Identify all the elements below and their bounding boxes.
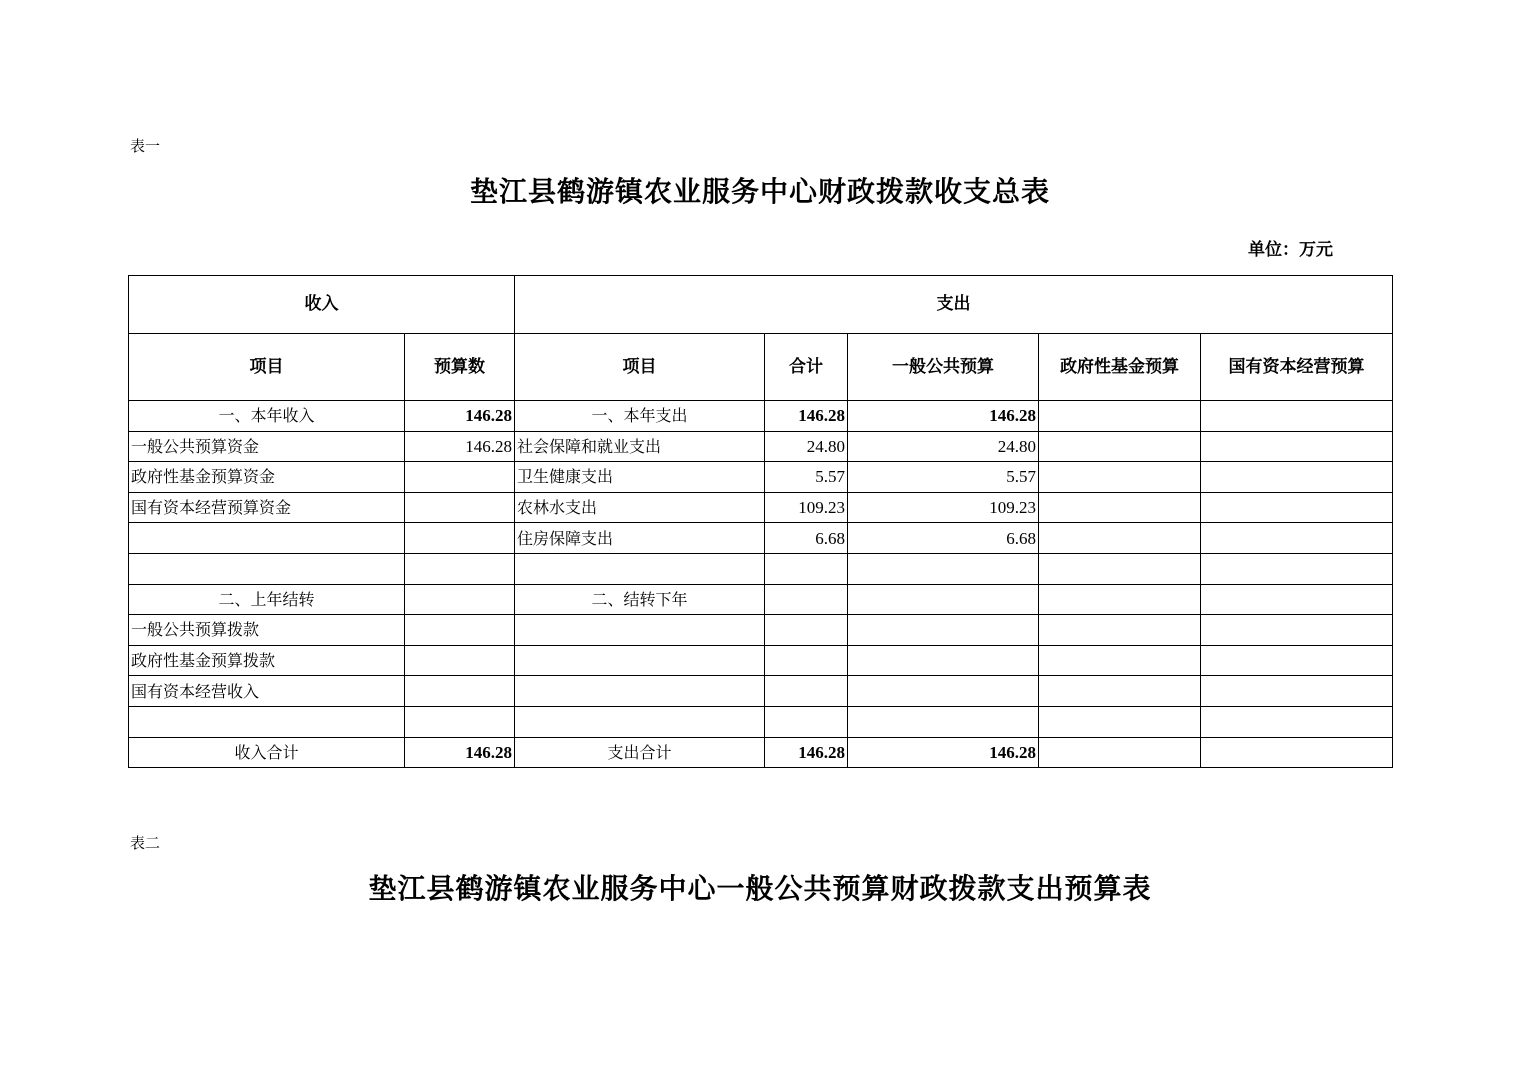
expense-total-cell: 146.28 <box>765 737 848 768</box>
general-budget-cell <box>848 615 1039 646</box>
general-budget-cell <box>848 676 1039 707</box>
expense-item-cell <box>515 553 765 584</box>
expense-total-cell <box>765 584 848 615</box>
budget-summary-table <box>128 275 1393 768</box>
general-budget-cell <box>848 706 1039 737</box>
col-total: 合计 <box>765 334 848 401</box>
income-item-cell <box>129 523 405 554</box>
table-row <box>129 553 1393 584</box>
general-budget-cell: 146.28 <box>848 737 1039 768</box>
fund-budget-cell <box>1039 645 1201 676</box>
income-amount-cell: 146.28 <box>405 737 515 768</box>
income-amount-cell <box>405 676 515 707</box>
expense-total-cell: 109.23 <box>765 492 848 523</box>
capital-budget-cell <box>1201 523 1393 554</box>
col-income-item: 项目 <box>129 334 405 401</box>
fund-budget-cell <box>1039 553 1201 584</box>
fund-budget-cell <box>1039 676 1201 707</box>
expense-total-cell: 24.80 <box>765 431 848 462</box>
expense-total-cell <box>765 706 848 737</box>
general-budget-cell: 109.23 <box>848 492 1039 523</box>
expense-item-cell <box>515 706 765 737</box>
expense-total-cell: 146.28 <box>765 401 848 432</box>
expense-item-cell <box>515 676 765 707</box>
general-budget-cell <box>848 584 1039 615</box>
fund-budget-cell <box>1039 401 1201 432</box>
expense-total-cell: 6.68 <box>765 523 848 554</box>
table2-label: 表二 <box>130 834 161 852</box>
income-item-cell: 国有资本经营收入 <box>129 676 405 707</box>
income-item-cell: 二、上年结转 <box>129 584 405 615</box>
table-row <box>129 401 1393 432</box>
income-item-cell: 收入合计 <box>129 737 405 768</box>
capital-budget-cell <box>1201 401 1393 432</box>
income-item-cell: 一般公共预算资金 <box>129 431 405 462</box>
expense-header: 支出 <box>515 276 1393 334</box>
income-amount-cell <box>405 584 515 615</box>
col-fund-budget: 政府性基金预算 <box>1039 334 1201 401</box>
income-item-cell: 一、本年收入 <box>129 401 405 432</box>
general-budget-cell <box>848 645 1039 676</box>
income-item-cell <box>129 706 405 737</box>
capital-budget-cell <box>1201 431 1393 462</box>
table-row <box>129 615 1393 646</box>
table-row <box>129 645 1393 676</box>
income-item-cell: 一般公共预算拨款 <box>129 615 405 646</box>
expense-item-cell <box>515 615 765 646</box>
group-header-row <box>129 276 1393 334</box>
general-budget-cell: 6.68 <box>848 523 1039 554</box>
general-budget-cell <box>848 553 1039 584</box>
table2-title: 垫江县鹤游镇农业服务中心一般公共预算财政拨款支出预算表 <box>368 872 1152 905</box>
fund-budget-cell <box>1039 462 1201 493</box>
fund-budget-cell <box>1039 431 1201 462</box>
table-row <box>129 462 1393 493</box>
expense-item-cell: 住房保障支出 <box>515 523 765 554</box>
expense-item-cell: 农林水支出 <box>515 492 765 523</box>
capital-budget-cell <box>1201 645 1393 676</box>
unit-label: 单位：万元 <box>1248 240 1333 260</box>
capital-budget-cell <box>1201 615 1393 646</box>
expense-item-cell: 一、本年支出 <box>515 401 765 432</box>
income-item-cell: 政府性基金预算资金 <box>129 462 405 493</box>
fund-budget-cell <box>1039 737 1201 768</box>
income-item-cell <box>129 553 405 584</box>
income-header: 收入 <box>129 276 515 334</box>
income-item-cell: 国有资本经营预算资金 <box>129 492 405 523</box>
table-row <box>129 492 1393 523</box>
fund-budget-cell <box>1039 523 1201 554</box>
fund-budget-cell <box>1039 492 1201 523</box>
expense-item-cell: 支出合计 <box>515 737 765 768</box>
table-row <box>129 676 1393 707</box>
expense-item-cell: 二、结转下年 <box>515 584 765 615</box>
income-amount-cell <box>405 553 515 584</box>
table-row <box>129 431 1393 462</box>
table-row <box>129 584 1393 615</box>
expense-total-cell <box>765 645 848 676</box>
income-amount-cell <box>405 615 515 646</box>
expense-item-cell <box>515 645 765 676</box>
income-amount-cell <box>405 523 515 554</box>
col-expense-item: 项目 <box>515 334 765 401</box>
col-general-budget: 一般公共预算 <box>848 334 1039 401</box>
expense-total-cell <box>765 615 848 646</box>
table-row <box>129 706 1393 737</box>
capital-budget-cell <box>1201 462 1393 493</box>
expense-item-cell: 卫生健康支出 <box>515 462 765 493</box>
income-amount-cell <box>405 706 515 737</box>
col-income-amount: 预算数 <box>405 334 515 401</box>
expense-total-cell: 5.57 <box>765 462 848 493</box>
income-amount-cell: 146.28 <box>405 401 515 432</box>
capital-budget-cell <box>1201 676 1393 707</box>
fund-budget-cell <box>1039 615 1201 646</box>
capital-budget-cell <box>1201 553 1393 584</box>
fund-budget-cell <box>1039 706 1201 737</box>
income-amount-cell <box>405 645 515 676</box>
column-header-row <box>129 334 1393 401</box>
expense-item-cell: 社会保障和就业支出 <box>515 431 765 462</box>
capital-budget-cell <box>1201 492 1393 523</box>
expense-total-cell <box>765 676 848 707</box>
income-item-cell: 政府性基金预算拨款 <box>129 645 405 676</box>
income-amount-cell <box>405 462 515 493</box>
table-row <box>129 737 1393 768</box>
table1-title: 垫江县鹤游镇农业服务中心财政拨款收支总表 <box>469 175 1050 208</box>
income-amount-cell: 146.28 <box>405 431 515 462</box>
general-budget-cell: 146.28 <box>848 401 1039 432</box>
table1-label: 表一 <box>130 137 161 155</box>
income-amount-cell <box>405 492 515 523</box>
col-capital-budget: 国有资本经营预算 <box>1201 334 1393 401</box>
capital-budget-cell <box>1201 706 1393 737</box>
fund-budget-cell <box>1039 584 1201 615</box>
capital-budget-cell <box>1201 584 1393 615</box>
expense-total-cell <box>765 553 848 584</box>
table-row <box>129 523 1393 554</box>
capital-budget-cell <box>1201 737 1393 768</box>
general-budget-cell: 5.57 <box>848 462 1039 493</box>
general-budget-cell: 24.80 <box>848 431 1039 462</box>
